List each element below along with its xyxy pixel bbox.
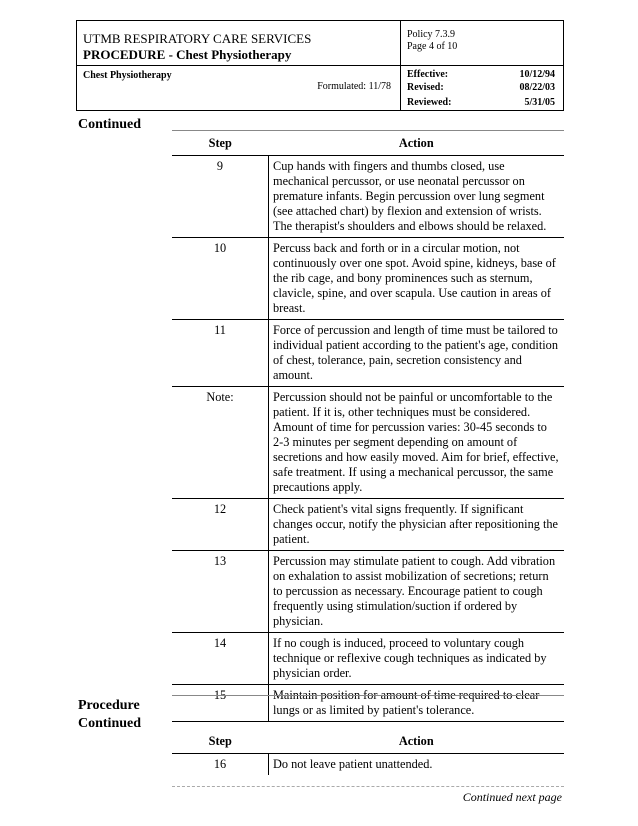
step-number: 15: [172, 685, 269, 722]
revised-label: Revised:: [407, 82, 444, 93]
step-number: 12: [172, 499, 269, 551]
table-row: [172, 499, 564, 551]
continued-next-page: Continued next page: [462, 790, 562, 804]
table-row: [172, 156, 564, 238]
step-action: If no cough is induced, proceed to voluntary cough technique or reflexive cough techniques as indicated by physician order.: [269, 633, 565, 685]
org-name: UTMB RESPIRATORY CARE SERVICES: [83, 31, 312, 46]
steps-table-continued: [172, 730, 564, 775]
table-row: [172, 387, 564, 499]
section-label-procedure: Procedure: [78, 698, 140, 713]
table-row: [172, 320, 564, 387]
effective-label: Effective:: [407, 69, 449, 80]
step-action: Percussion may stimulate patient to cough. Add vibration on exhalation to assist mobilization of secretions; return to percussion as necessary. Encourage patient to cough frequently using stimulation/suction if ordered by physician.: [269, 551, 565, 633]
subject: Chest Physiotherapy: [83, 70, 172, 81]
policy-number: Policy 7.3.9: [407, 29, 456, 40]
section-rule: [172, 695, 564, 696]
page-number: Page 4 of 10: [407, 41, 458, 52]
step-action: Cup hands with fingers and thumbs closed, use mechanical percussor, or use neonatal percussor on premature infants. Begin percussion over lung segment (see attached chart) by flexion and extension of wrists. The therapist's shoulders and elbows should be relaxed.: [269, 156, 565, 238]
step-action: Percuss back and forth or in a circular motion, not continuously over one spot. Avoid spine, kidneys, base of the rib cage, and bony prominences such as sternum, clavicle, spine, and over scapula. Use caution in areas of breast.: [269, 238, 565, 320]
table-header-row: [172, 132, 564, 156]
document-header: [76, 20, 564, 111]
section-label-continued: Continued: [78, 716, 142, 731]
procedure-title: PROCEDURE - Chest Physiotherapy: [83, 47, 292, 62]
column-header-action: Action: [269, 730, 565, 754]
footer-rule: [172, 786, 564, 787]
column-header-step: Step: [172, 132, 269, 156]
revised-date: 08/22/03: [519, 82, 555, 93]
table-row: [172, 551, 564, 633]
column-header-action: Action: [269, 132, 565, 156]
header-divider-horizontal: [77, 65, 563, 66]
column-header-step: Step: [172, 730, 269, 754]
step-number: 16: [172, 754, 269, 776]
table-row: [172, 754, 564, 776]
table-header-row: [172, 730, 564, 754]
table-row: [172, 633, 564, 685]
step-action: Do not leave patient unattended.: [273, 757, 433, 771]
table-row: [172, 238, 564, 320]
reviewed-label: Reviewed:: [407, 97, 452, 108]
step-note-label: Note:: [172, 387, 269, 499]
step-number: 14: [172, 633, 269, 685]
step-action: Percussion should not be painful or uncomfortable to the patient. If it is, other techniques must be considered. Amount of time for percussion varies: 30-45 seconds to 2-3 minutes per segment depending on amount of secretions and how easily moved. Aim for brief, effective, safe treatment. If using a mechanical percussor, the same precautions apply.: [269, 387, 565, 499]
step-number: 9: [172, 156, 269, 238]
step-number: 11: [172, 320, 269, 387]
step-number: 13: [172, 551, 269, 633]
step-number: 10: [172, 238, 269, 320]
step-action: Maintain position for amount of time required to clear lungs or as limited by patient's tolerance.: [269, 685, 565, 722]
section-label-continued: Continued: [78, 117, 142, 132]
reviewed-date: 5/31/05: [524, 97, 555, 108]
section-rule: [172, 130, 564, 131]
step-action: Check patient's vital signs frequently. If significant changes occur, notify the physician after repositioning the patient.: [269, 499, 565, 551]
steps-table: [172, 132, 564, 722]
formulated-date: Formulated: 11/78: [317, 81, 391, 92]
table-row: [172, 685, 564, 722]
effective-date: 10/12/94: [519, 69, 555, 80]
step-action: Force of percussion and length of time must be tailored to individual patient according to the patient's age, condition of chest, tolerance, pain, secretion consistency and amount.: [269, 320, 565, 387]
